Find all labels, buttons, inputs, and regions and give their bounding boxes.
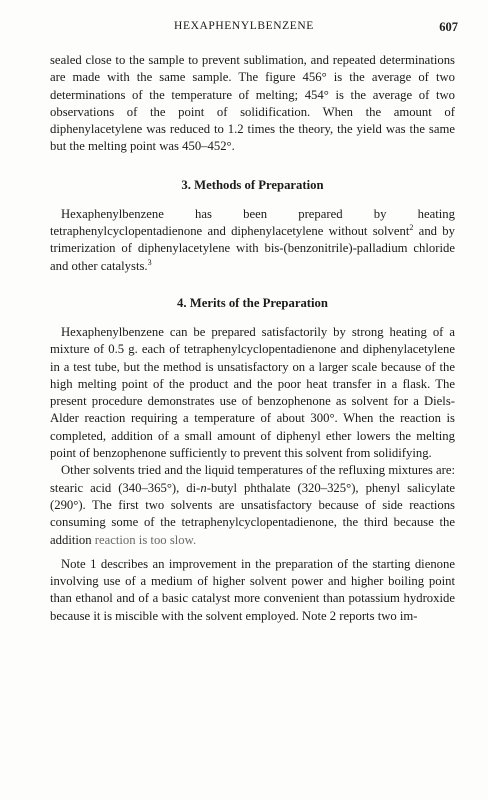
section-heading-methods: 3. Methods of Preparation: [181, 177, 324, 192]
page-number: 607: [439, 20, 458, 34]
section-heading-merits: 4. Merits of the Preparation: [177, 295, 328, 310]
methods-text-continued: and by trimerization of diphenylacetylene with bis-(benzonitrile)-palladium chloride and other catalysts.: [50, 224, 455, 273]
reference-3: 3: [147, 257, 152, 267]
running-head: [0, 20, 488, 40]
italic-n: n: [200, 480, 207, 495]
paragraph-merits: Hexaphenylbenzene can be prepared satisfactorily by strong heating of a mixture of 0.5 g. each of tetraphenylcyclopentadienone and diphenylacetylene in a test tube, but the method is unsatisfactory on a larger scale because of the high melting point of the product and the poor heat transfer in a flask. The present procedure demonstrates use of benzophenone as solvent for a Diels-Alder reaction requiring a temperature of about 300°. When the reaction is completed, addition of a small amount of diphenyl ether lowers the melting point of benzophenone sufficiently to prevent this solvent from solidifying.: [50, 324, 455, 461]
solvents-text-continued: -butyl phthalate (320–325°), phenyl salicylate (290°). The first two solvents are unsatisfactory because of side reactions consuming some of the tetraphenylcyclopentadienone, the third because the addition: [50, 480, 455, 547]
paragraph-other-solvents: [50, 462, 455, 548]
faded-text: reaction is too slow.: [94, 532, 197, 547]
paragraph-methods: [50, 206, 455, 275]
running-title: HEXAPHENYLBENZENE: [174, 20, 314, 32]
paragraph-notes: Note 1 describes an improvement in the preparation of the starting dienone involving use of a medium of higher solvent power and higher boiling point than ethanol and of a basic catalyst more convenient than potassium hydroxide because it is miscible with the solvent employed. Note 2 reports two im-: [50, 556, 455, 623]
body-text: [50, 52, 455, 625]
paragraph-continuation: sealed close to the sample to prevent sublimation, and repeated determinations are made with the same sample. The figure 456° is the average of two determinations of the temperature of melting; 454° is the average of two observations of the point of solidification. When the amount of diphenylacetylene was reduced to 1.2 times the theory, the yield was the same but the melting point was 450–452°.: [50, 53, 455, 154]
methods-text: Hexaphenylbenzene has been prepared by heating tetraphenylcyclopentadienone and diphenylacetylene without solvent: [50, 206, 455, 239]
solvents-text: Other solvents tried and the liquid temperatures of the refluxing mixtures are: stearic acid (340–365°), di-: [50, 463, 455, 495]
reference-2: 2: [409, 222, 414, 232]
